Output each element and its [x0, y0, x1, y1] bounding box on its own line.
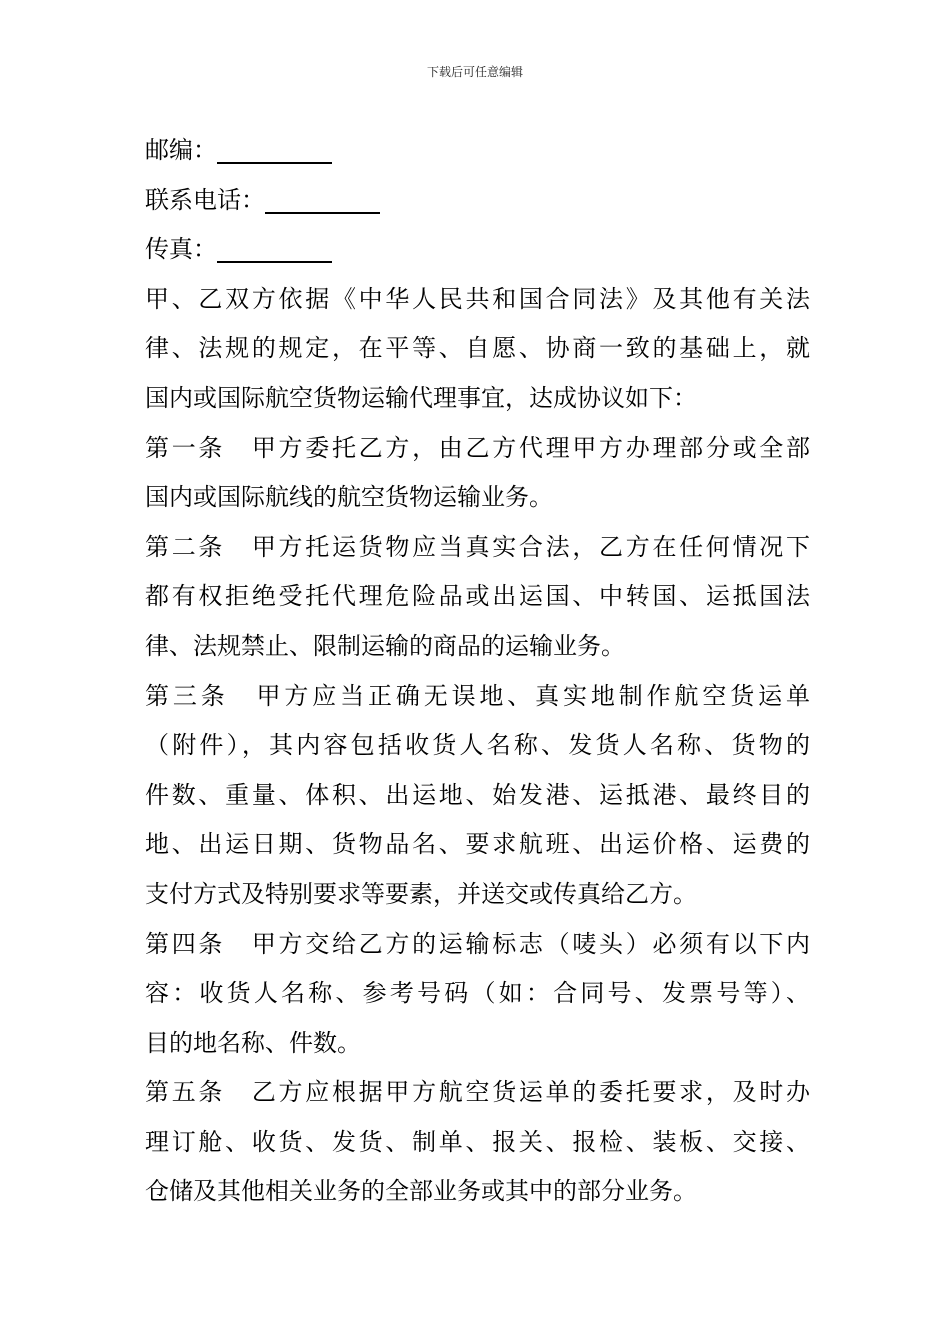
page-header-note: 下载后可任意编辑: [426, 65, 523, 79]
preamble-line: 律、法规的规定，在平等、自愿、协商一致的基础上，就: [145, 334, 810, 363]
article-4-line: 容：收货人名称、参考号码（如：合同号、发票号等）、: [145, 979, 810, 1008]
phone-blank[interactable]: [265, 182, 380, 214]
article-3-line: 地、出运日期、货物品名、要求航班、出运价格、运费的: [145, 830, 810, 859]
article-3-line: （附件），其内容包括收货人名称、发货人名称、货物的: [145, 731, 810, 760]
article-3-line: 支付方式及特别要求等要素，并送交或传真给乙方。: [145, 879, 697, 908]
fax-label: 传真：: [145, 235, 217, 264]
article-4-line: 目的地名称、件数。: [145, 1028, 361, 1057]
article-5-line: 理订舱、收货、发货、制单、报关、报检、装板、交接、: [145, 1127, 810, 1156]
article-4-line: 第四条 甲方交给乙方的运输标志（唛头）必须有以下内: [145, 929, 810, 958]
postal-code-label: 邮编：: [145, 136, 217, 164]
article-5-line: 第五条 乙方应根据甲方航空货运单的委托要求，及时办: [145, 1078, 810, 1107]
article-2-line: 都有权拒绝受托代理危险品或出运国、中转国、运抵国法: [145, 582, 810, 611]
document-body: [145, 126, 810, 1217]
phone-label: 联系电话：: [145, 185, 265, 214]
article-2-line: 律、法规禁止、限制运输的商品的运输业务。: [145, 631, 625, 660]
article-1-line: 第一条 甲方委托乙方，由乙方代理甲方办理部分或全部: [145, 433, 810, 462]
preamble-line: 国内或国际航空货物运输代理事宜，达成协议如下：: [145, 383, 697, 412]
article-5-line: 仓储及其他相关业务的全部业务或其中的部分业务。: [145, 1177, 697, 1206]
article-3-line: 件数、重量、体积、出运地、始发港、运抵港、最终目的: [145, 780, 810, 809]
article-3-line: 第三条 甲方应当正确无误地、真实地制作航空货运单: [145, 681, 810, 710]
article-1-line: 国内或国际航线的航空货物运输业务。: [145, 483, 553, 512]
phone-field: [145, 176, 810, 226]
preamble-line: 甲、乙双方依据《中华人民共和国合同法》及其他有关法: [145, 284, 810, 313]
fax-blank[interactable]: [217, 231, 332, 263]
postal-code-blank[interactable]: [217, 132, 332, 164]
postal-code-field: [145, 126, 810, 176]
fax-field: [145, 225, 810, 275]
article-2-line: 第二条 甲方托运货物应当真实合法，乙方在任何情况下: [145, 532, 810, 561]
